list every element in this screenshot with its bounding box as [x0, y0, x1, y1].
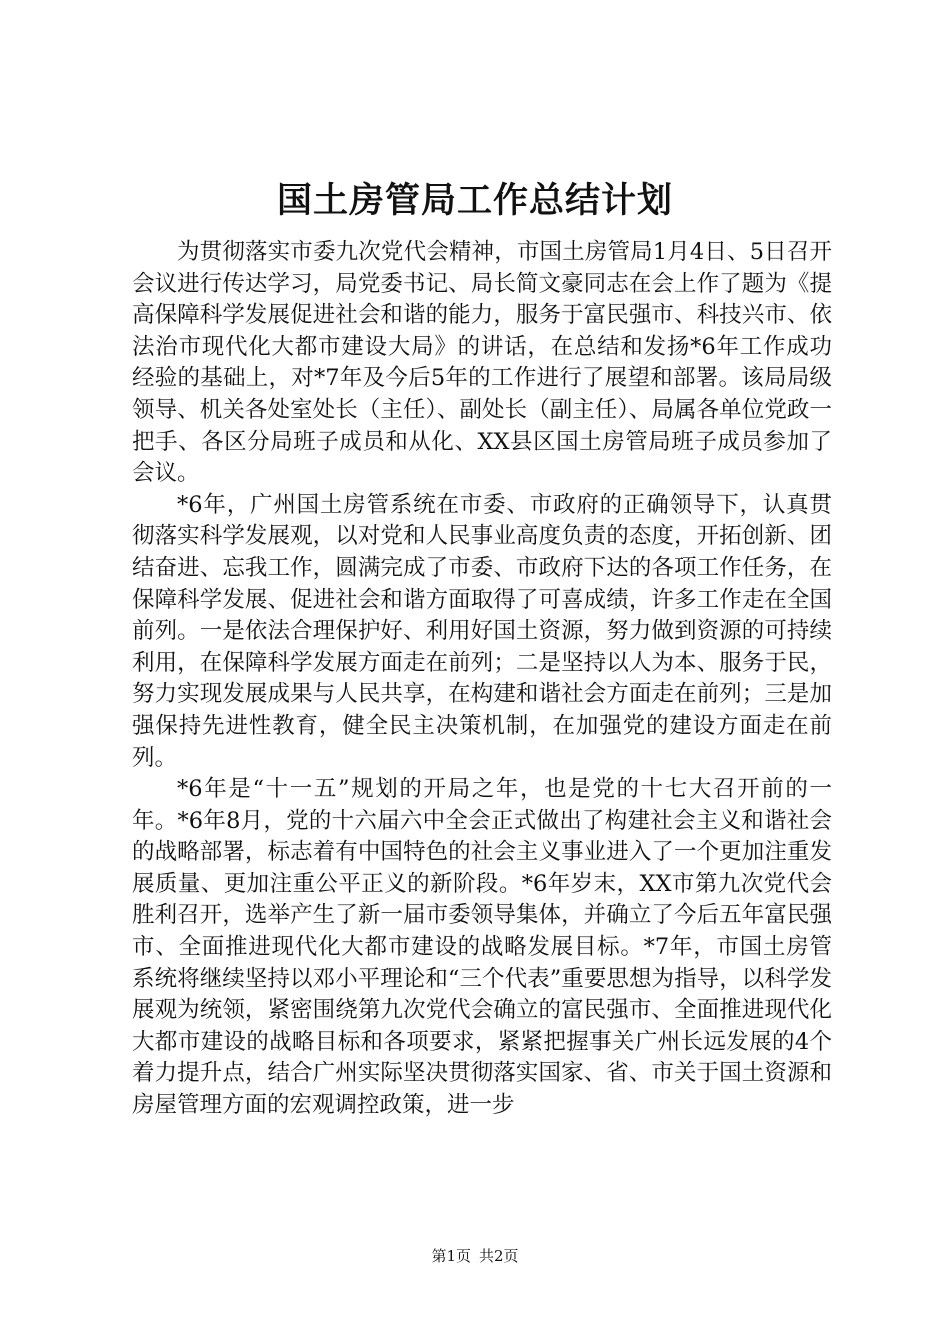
page-number-total: 共2页 [479, 1247, 519, 1265]
paragraph-2: *6年，广州国土房管系统在市委、市政府的正确领导下，认真贯彻落实科学发展观，以对党和人民事业高度负责的态度，开拓创新、团结奋进、忘我工作，圆满完成了市委、市政府下达的各项工作任务，在保障科学发展、促进社会和谐方面取得了可喜成绩，许多工作走在全国前列。一是依法合理保护好、利用好国土资源，努力做到资源的可持续利用，在保障科学发展方面走在前列；二是坚持以人为本、服务于民，努力实现发展成果与人民共享，在构建和谐社会方面走在前列；三是加强保持先进性教育，健全民主决策机制，在加强党的建设方面走在前列。 [132, 491, 832, 771]
document-body [132, 237, 832, 1122]
paragraph-3: *6年是“十一五”规划的开局之年，也是党的十七大召开前的一年。*6年8月，党的十六届六中全会正式做出了构建社会主义和谐社会的战略部署，标志着有中国特色的社会主义事业进入了一个更加注重发展质量、更加注重公平正义的新阶段。*6年岁末，XX市第九次党代会胜利召开，选举产生了新一届市委领导集体，并确立了今后五年富民强市、全面推进现代化大都市建设的战略发展目标。*7年，市国土房管系统将继续坚持以邓小平理论和“三个代表”重要思想为指导，以科学发展观为统领，紧密围绕第九次党代会确立的富民强市、全面推进现代化大都市建设的战略目标和各项要求，紧紧把握事关广州长远发展的4个着力提升点，结合广州实际坚决贯彻落实国家、省、市关于国土资源和房屋管理方面的宏观调控政策，进一步 [132, 776, 832, 1119]
document-title: 国土房管局工作总结计划 [276, 180, 673, 221]
page-number-current: 第1页 [431, 1247, 471, 1265]
paragraph-1: 为贯彻落实市委九次党代会精神，市国土房管局1月4日、5日召开会议进行传达学习，局党委书记、局长简文豪同志在会上作了题为《提高保障科学发展促进社会和谐的能力，服务于富民强市、科技兴市、依法治市现代化大都市建设大局》的讲话，在总结和发扬*6年工作成功经验的基础上，对*7年及今后5年的工作进行了展望和部署。该局局级领导、机关各处室处长（主任）、副处长（副主任）、局属各单位党政一把手、各区分局班子成员和从化、XX县区国土房管局班子成员参加了会议。 [132, 239, 832, 487]
page-footer [0, 1247, 950, 1265]
